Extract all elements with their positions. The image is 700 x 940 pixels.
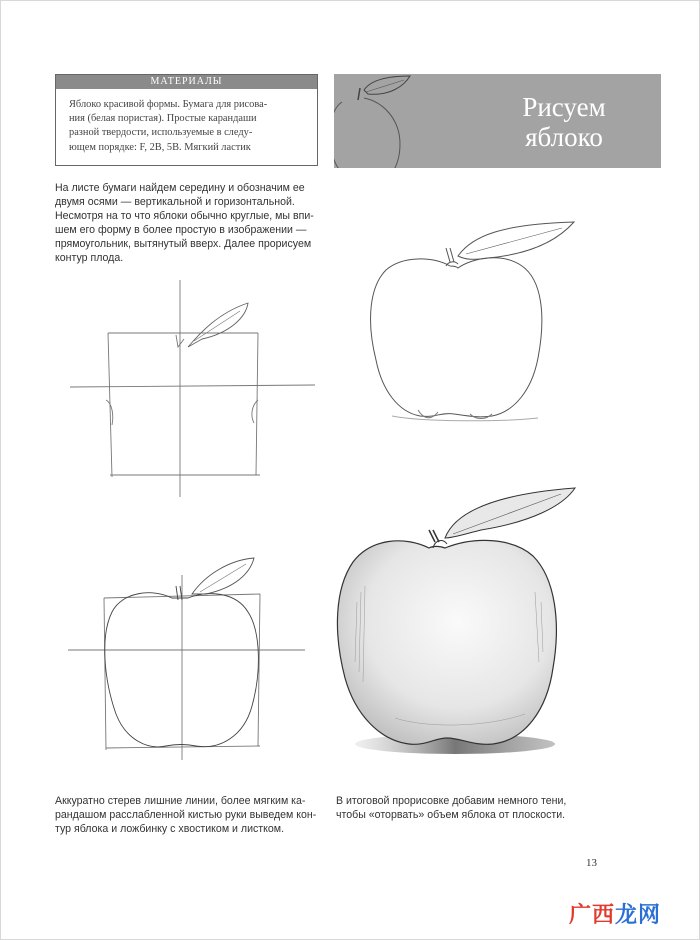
caption-right (336, 794, 656, 822)
watermark-part2: 龙网 (615, 902, 662, 927)
watermark-part1: 广西 (569, 902, 616, 927)
intro-paragraph (55, 181, 330, 265)
title-panel (334, 74, 661, 168)
intro-line: прямоугольник, вытянутый вверх. Далее прорисуем (55, 238, 312, 250)
caption-line: Аккуратно стерев лишние линии, более мягким ка- (55, 795, 306, 807)
sketch-apple-outline (362, 220, 582, 430)
caption-line: рандашом расслабленной кистью руки выведем кон- (55, 809, 317, 821)
materials-line: ния (белая пористая). Простые карандаши (69, 113, 257, 125)
intro-line: шем его форму в более простую в изображении — (55, 224, 307, 236)
intro-line: На листе бумаги найдем середину и обозначим ее (55, 182, 305, 194)
caption-line: В итоговой прорисовке добавим немного тени, (336, 795, 567, 807)
intro-line: двумя осями — вертикальной и горизонтальной. (55, 196, 295, 208)
title-line2: яблоко (525, 122, 603, 152)
materials-line: Яблоко красивой формы. Бумага для рисова- (69, 99, 268, 110)
watermark (569, 898, 661, 929)
page-number: 13 (586, 857, 597, 869)
materials-text (56, 89, 317, 155)
title-line1: Рисуем (522, 92, 606, 122)
materials-line: ющем порядке: F, 2B, 5B. Мягкий ластик (69, 141, 251, 153)
page-title (464, 92, 661, 152)
materials-box (55, 74, 318, 166)
caption-line: тур яблока и ложбинку с хвостиком и листком. (55, 823, 285, 835)
materials-line: разной твердости, используемые в следу- (69, 127, 253, 139)
materials-heading: МАТЕРИАЛЫ (56, 75, 317, 89)
caption-left (55, 794, 325, 836)
sketch-apple-in-rectangle (60, 550, 320, 770)
sketch-shaded-apple (335, 482, 595, 762)
caption-line: чтобы «оторвать» объем яблока от плоскости. (336, 809, 566, 821)
sketch-construction-rectangle (60, 275, 320, 500)
intro-line: Несмотря на то что яблоки обычно круглые, мы впи- (55, 210, 314, 222)
intro-line: контур плода. (55, 252, 124, 264)
